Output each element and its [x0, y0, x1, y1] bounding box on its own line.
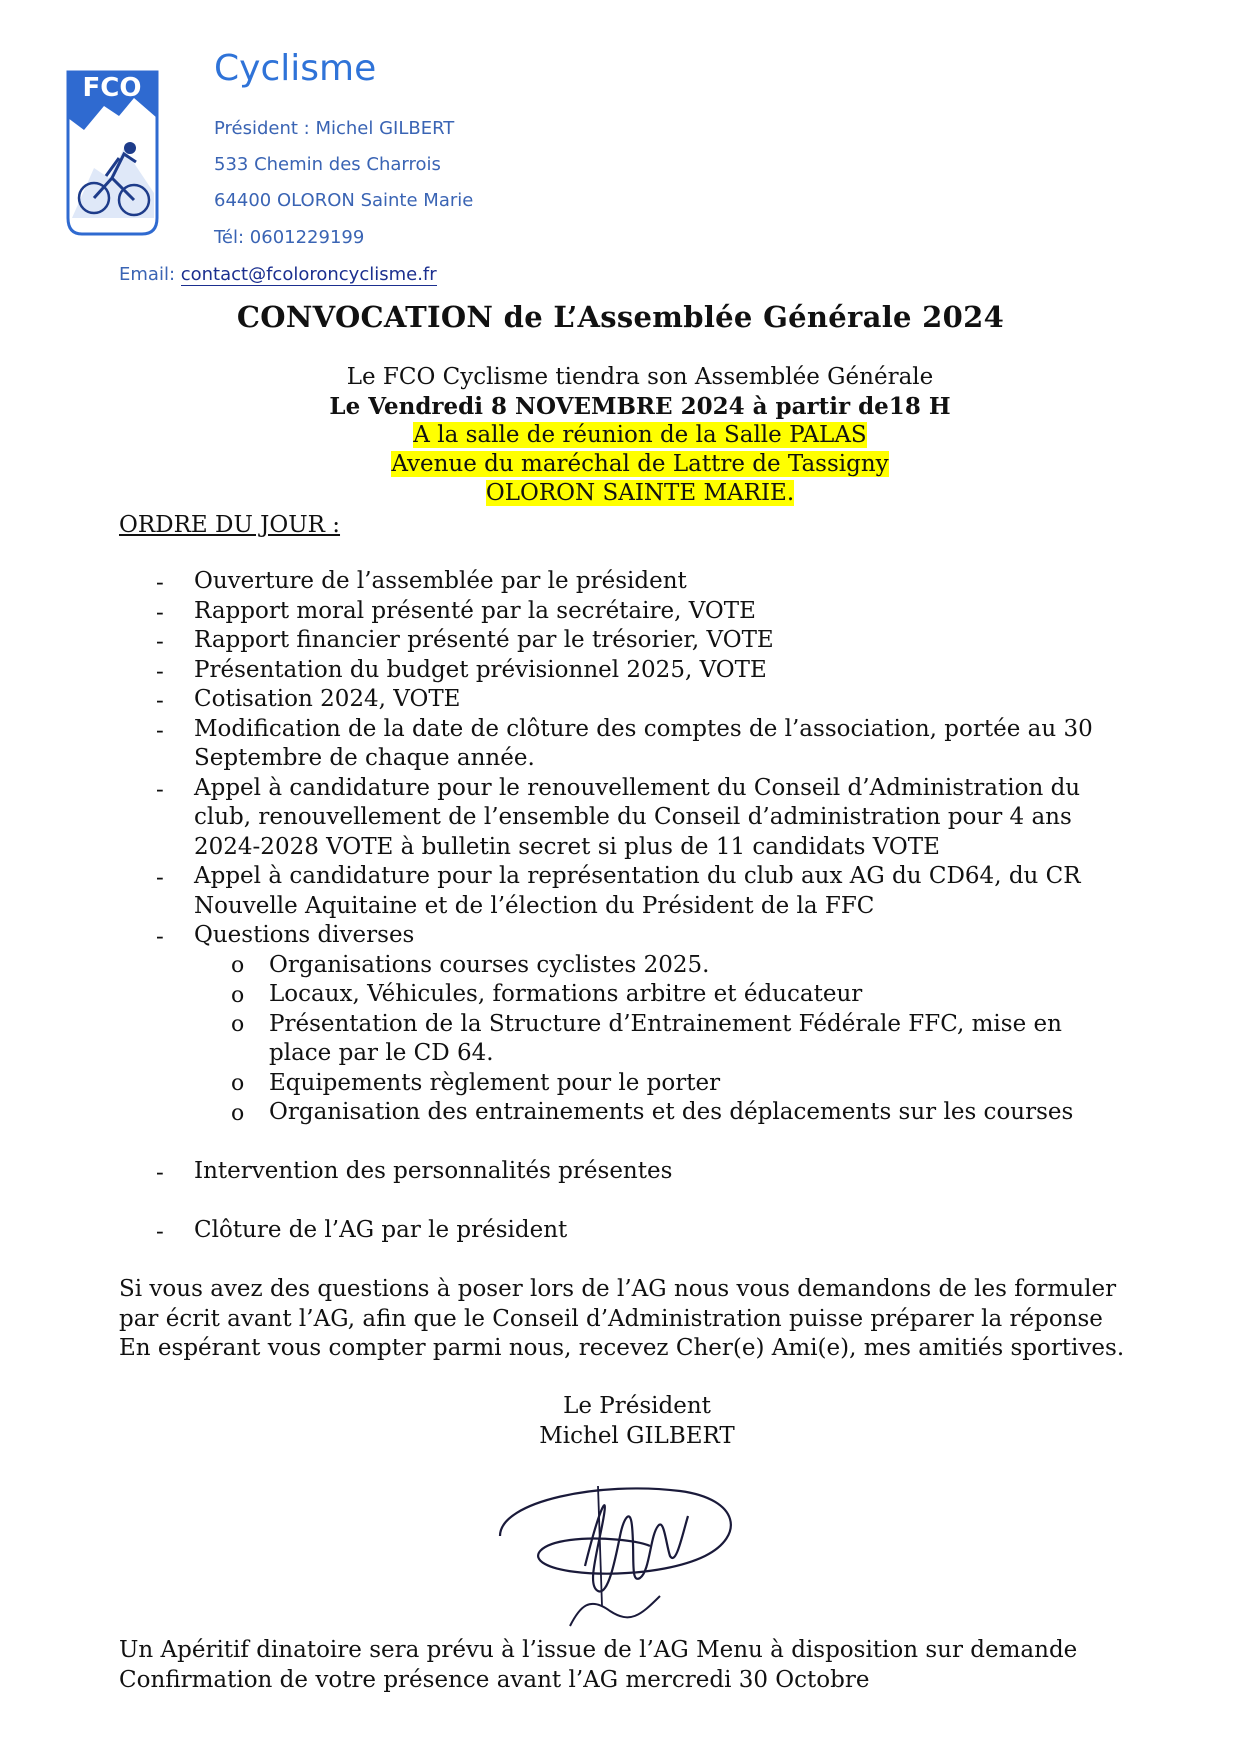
sub-bullet: o — [231, 983, 245, 1008]
list-bullet: - — [156, 865, 164, 891]
svg-text:FCO: FCO — [82, 73, 142, 103]
list-bullet: - — [156, 629, 164, 655]
handwritten-signature — [490, 1466, 750, 1631]
signature-name: Michel GILBERT — [539, 1423, 735, 1449]
venue-line-3: OLORON SAINTE MARIE. — [485, 480, 795, 506]
agenda-item: Ouverture de l’assemblée par le président — [194, 568, 687, 594]
club-name: Cyclisme — [214, 48, 377, 89]
agenda-subitem: Locaux, Véhicules, formations arbitre et éducateur — [269, 981, 863, 1007]
agenda-item: Questions diverses — [194, 922, 415, 948]
document-title: CONVOCATION de L’Assemblée Générale 2024 — [236, 300, 1005, 334]
agenda-item-cont: Nouvelle Aquitaine et de l’élection du Président de la FFC — [194, 893, 875, 919]
list-bullet: - — [156, 600, 164, 626]
sub-bullet: o — [231, 1012, 245, 1037]
agenda-item: Cotisation 2024, VOTE — [194, 686, 461, 712]
intro-date: Le Vendredi 8 NOVEMBRE 2024 à partir de18 H — [329, 393, 951, 420]
agenda-item-cont: 2024-2028 VOTE à bulletin secret si plus de 11 candidats VOTE — [194, 834, 940, 860]
list-bullet: - — [156, 688, 164, 714]
venue-line-2: Avenue du maréchal de Lattre de Tassigny — [391, 451, 889, 477]
agenda-item-cont: club, renouvellement de l’ensemble du Conseil d’administration pour 4 ans — [194, 804, 1072, 830]
agenda-item: Clôture de l’AG par le président — [194, 1217, 568, 1243]
president-line: Président : Michel GILBERT — [214, 118, 455, 139]
sub-bullet: o — [231, 1101, 245, 1126]
list-bullet: - — [156, 1219, 164, 1245]
list-bullet: - — [156, 924, 164, 950]
agenda-item: Appel à candidature pour la représentation du club aux AG du CD64, du CR — [194, 863, 1081, 889]
address-line-1: 533 Chemin des Charrois — [214, 154, 441, 175]
agenda-heading: ORDRE DU JOUR : — [119, 512, 341, 538]
email-row — [119, 264, 437, 285]
agenda-item: Rapport moral présenté par la secrétaire, VOTE — [194, 598, 756, 624]
agenda-item: Appel à candidature pour le renouvellement du Conseil d’Administration du — [194, 775, 1081, 801]
agenda-subitem: Equipements règlement pour le porter — [269, 1070, 721, 1096]
email-label: Email: — [119, 264, 181, 285]
agenda-item: Modification de la date de clôture des comptes de l’association, portée au 30 — [194, 716, 1093, 742]
footer-line-2: Confirmation de votre présence avant l’AG mercredi 30 Octobre — [119, 1667, 870, 1693]
list-bullet: - — [156, 659, 164, 685]
sub-bullet: o — [231, 953, 245, 978]
sub-bullet: o — [231, 1071, 245, 1096]
agenda-item: Présentation du budget prévisionnel 2025, VOTE — [194, 657, 767, 683]
agenda-subitem: Présentation de la Structure d’Entrainement Fédérale FFC, mise en — [269, 1011, 1062, 1037]
agenda-item-cont: Septembre de chaque année. — [194, 745, 535, 771]
list-bullet: - — [156, 570, 164, 596]
club-logo — [64, 68, 161, 238]
list-bullet: - — [156, 1160, 164, 1186]
phone-line: Tél: 0601229199 — [214, 227, 365, 248]
list-bullet: - — [156, 777, 164, 803]
venue-line-1: A la salle de réunion de la Salle PALAS — [413, 422, 867, 448]
address-line-2: 64400 OLORON Sainte Marie — [214, 190, 474, 211]
agenda-item: Intervention des personnalités présentes — [194, 1158, 673, 1184]
email-link[interactable]: contact@fcoloroncyclisme.fr — [180, 264, 437, 285]
agenda-subitem: Organisation des entrainements et des déplacements sur les courses — [269, 1099, 1074, 1125]
closing-line-3: En espérant vous compter parmi nous, recevez Cher(e) Ami(e), mes amitiés sportives. — [119, 1335, 1125, 1361]
footer-line-1: Un Apéritif dinatoire sera prévu à l’issue de l’AG Menu à disposition sur demande — [119, 1637, 1078, 1663]
closing-line-1: Si vous avez des questions à poser lors de l’AG nous vous demandons de les formuler — [119, 1276, 1117, 1302]
agenda-item: Rapport financier présenté par le trésorier, VOTE — [194, 627, 774, 653]
list-bullet: - — [156, 718, 164, 744]
agenda-subitem-cont: place par le CD 64. — [269, 1040, 494, 1066]
agenda-subitem: Organisations courses cyclistes 2025. — [269, 952, 710, 978]
signature-role: Le Président — [563, 1393, 711, 1419]
intro-line-1: Le FCO Cyclisme tiendra son Assemblée Générale — [346, 364, 934, 390]
closing-line-2: par écrit avant l’AG, afin que le Conseil d’Administration puisse préparer la réponse — [119, 1306, 1103, 1332]
